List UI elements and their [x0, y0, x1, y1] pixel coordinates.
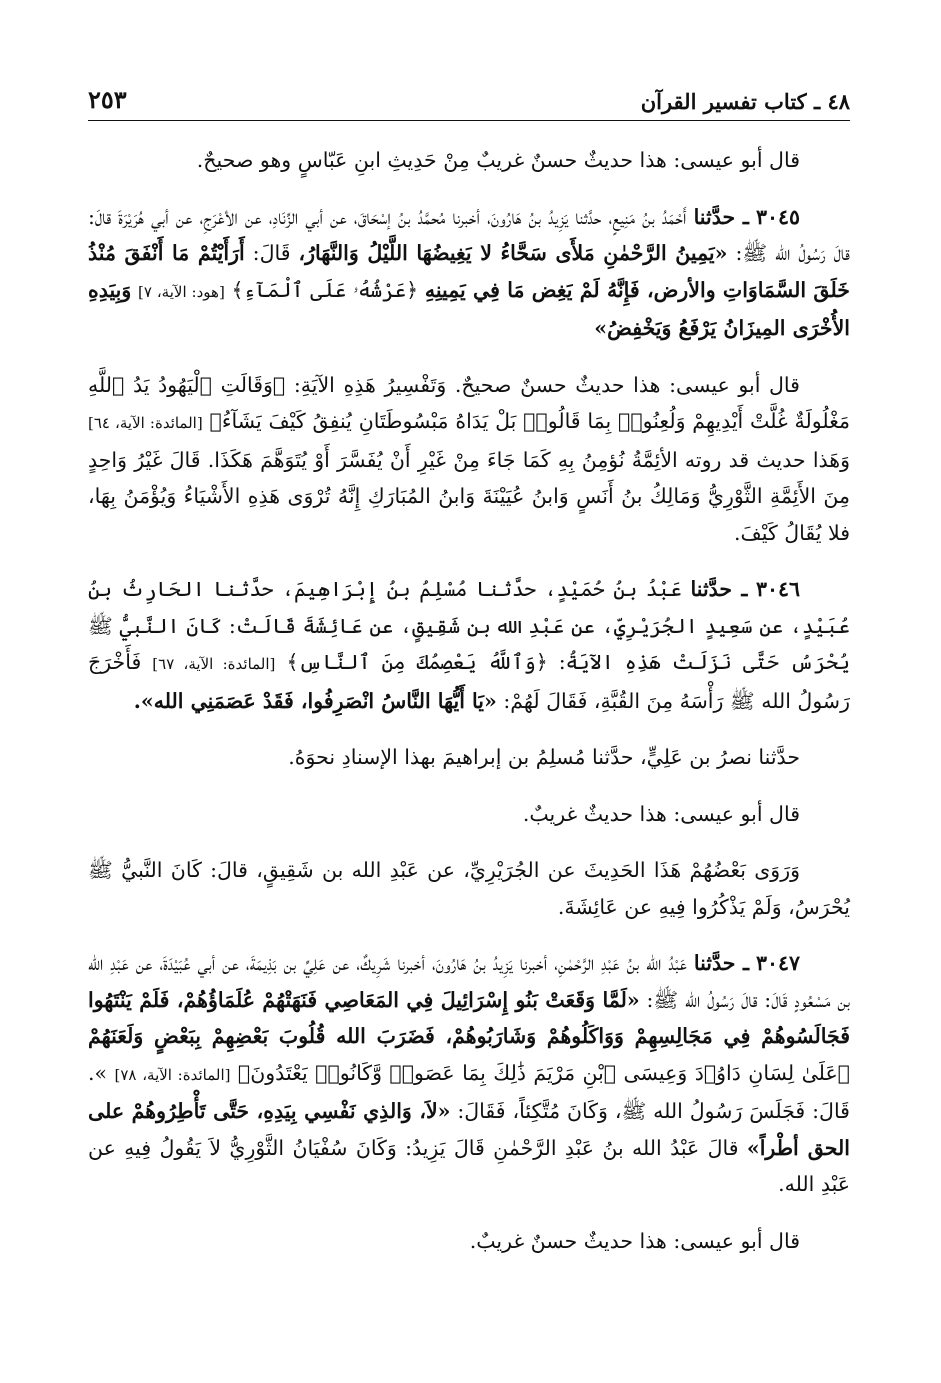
verse-reference: [المائدة: الآية، ٧٨] [114, 1065, 231, 1084]
variant-note: وَرَوَى بَعْضُهُمْ هَذَا الحَدِيثَ عن الجُرَيْرِيِّ، عن عَبْدِ الله بن شَقِيقٍ، قالَ: كَانَ النَّبيُّ ﷺ يُحْرَسُ، وَلَمْ يَذْكُرُوا فِيهِ عن عَائِشَةَ. [88, 858, 850, 919]
main-text [88, 142, 850, 1279]
narration: ». قَالَ: فَجَلَسَ رَسُولُ الله ﷺ، وَكَانَ مُتَّكِئاً، فَقَالَ: [88, 1060, 850, 1123]
commentary-paragraph [88, 367, 850, 552]
hadith-number: ٣٠٤٧ [755, 951, 800, 975]
page-header [88, 74, 850, 114]
alternate-chain: حدَّثنا نصرُ بن عَلِيٍّ، حدَّثنا مُسلِمُ بن إبراهيمَ بهذا الإسنادِ نحوَهُ. [288, 745, 800, 769]
grading-paragraph: قال أبو عيسى: هذا حديثٌ حسنٌ غريبٌ. [469, 1228, 800, 1253]
verse-reference: [هود: الآية، ٧] [137, 282, 225, 301]
verse-reference: [المائدة: الآية، ٦٤] [88, 414, 203, 432]
matn-2: «لاَ، وَالذِي نَفْسِي بِيَدِهِ، حَتَّى تَأْطِرُوهُمْ على الحق أطْراً» [88, 1099, 850, 1160]
matn-3: وَبِيَدِهِ الأُخْرَى المِيزَانُ يَرْفَعُ وَيَخْفِضُ» [88, 277, 850, 340]
quran-verse: ﴿عَرْشُهُۥ عَلَى ٱلْمَآءِ﴾ [231, 277, 419, 302]
hadith-number: ٣٠٤٦ [755, 577, 800, 601]
haddathana: ـ حدَّثنا [690, 577, 748, 601]
header-rule [88, 120, 850, 121]
isnad: عَبْدُ الله بنُ عَبْدِ الرَّحْمٰنِ، أخبرنا يَزِيدُ بنُ هَارُونَ، أخبرنا شَرِيكٌ، عن عَلِيِّ بن بَذِيمَةَ، عن أبي عُبَيْدَةَ، عن عَبْدِ الله بن مَسْعُودٍ قَالَ: قالَ رَسُولُ الله ﷺ: [88, 951, 850, 1012]
commentary-body: وَهَذا حديث قد روته الأئِمَّةُ نُؤمِنُ بِهِ كَمَا جَاءَ مِنْ غَيْرِ أَنْ يُفَسَّرَ أَوْ يُتَوَهَّمَ هَكَذَا. قَالَ غَيْرُ وَاحِدٍ مِنَ الأَئِمَّةِ الثَّوْرِيُّ وَمَالِكُ بنُ أَنَسٍ وَابنُ عُيَيْنَةَ وَابنُ المُبَارَكِ إِنَّهُ تُرْوَى هَذِهِ الأَشْيَاءُ وَيُؤْمَنُ بِهَا، فلا يُقَالُ كَيْفَ. [88, 447, 850, 545]
quran-verse: ﴿وَٱللَّهُ يَعْصِمُكَ مِنَ ٱلنَّاسِ﴾ [286, 650, 548, 674]
page-number: ٢٥٣ [88, 85, 127, 114]
hadith-number: ٣٠٤٥ [755, 204, 800, 229]
matn-1: «لَمَّا وَقَعَتْ بَنُو إِسْرَائِيلَ فِي المَعَاصِي فَنَهَتْهُمْ عُلَمَاؤُهُمْ، فَلَمْ يَنْتَهُوا فَجَالَسُوهُمْ فِي مَجَالِسِهِمْ وَوَاكَلُوهُمْ وَشَارَبُوهُمْ، فَضَرَبَ الله قُلُوبَ بَعْضِهِمْ بِبَعْضٍ وَلَعَنَهُمْ [88, 987, 850, 1048]
hadith-3045 [88, 199, 850, 347]
grading-paragraph: قال أبو عيسى: هذا حديثٌ غريبٌ. [522, 801, 800, 826]
closing-note: قالَ عَبْدُ الله بنُ عَبْدِ الرَّحْمٰنِ قَالَ يَزِيدُ: وَكَانَ سُفْيَانُ الثَّوْرِيُّ لاَ يَقُولُ فِيهِ عن عَبْدِ الله. [88, 1135, 850, 1196]
hadith-3046 [88, 571, 850, 719]
matn-1: «يَمِينُ الرَّحْمٰنِ مَلأَى سَحَّاءُ لا يَغِيضُهَا اللَّيْلُ وَالنَّهَارُ، [298, 241, 728, 265]
isnad: عَبْدُ بنُ حُمَيْدٍ، حدَّثنا مُسْلِمُ بنُ إِبْرَاهِيمَ، حدَّثنا الحَارِثُ بنُ عُبَيْدٍ، عن سَعِيدٍ الجُرَيْرِيِّ، عن عَبْدِ الله بن شَقِيقٍ، عن عَائِشَةَ قَالَتْ: كَانَ النَّبيُّ ﷺ يُحْرَسُ حَتَّى نَزَلَتْ هَذِهِ الآيَةُ: [88, 577, 850, 674]
hadith-3047 [88, 945, 850, 1203]
narration: فَأَخْرَجَ رَسُولُ الله ﷺ رَأْسَهُ مِنَ القُبَّةِ، فَقَالَ لَهُمْ: [88, 650, 850, 713]
qala: قَالَ: [252, 241, 291, 265]
chapter-title: ٤٨ ـ كتاب تفسير القرآن [640, 89, 850, 114]
matn-2: أَرَأَيْتُمْ مَا أَنْفَقَ مُنْذُ خَلَقَ السَّمَاوَاتِ والأرض، فَإِنَّهُ لَمْ يَغِض مَا فِي يَمِينِهِ [88, 241, 850, 302]
matn: «يَا أَيُّهَا النَّاسُ انْصَرِفُوا، فَقَدْ عَصَمَنِي الله». [133, 688, 497, 713]
quran-verse: ﴿وَقَالَتِ ٱلْيَهُودُ يَدُ ٱللَّهِ مَغْلُولَةٌ غُلَّتْ أَيْدِيهِمْ وَلُعِنُوا۟ بِمَا قَالُوا۟ بَلْ يَدَاهُ مَبْسُوطَتَانِ يُنفِقُ كَيْفَ يَشَآءُ﴾ [88, 372, 850, 433]
commentary-intro: قال أبو عيسى: هذا حديثٌ حسنٌ صحيحٌ. وَتَفْسِيرُ هَذِهِ الآيَةِ: [293, 372, 800, 397]
quran-verse: ﴿عَلَىٰ لِسَانِ دَاوُۥدَ وَعِيسَى ٱبْنِ مَرْيَمَ ذَٰلِكَ بِمَا عَصَوا۟ وَّكَانُوا۟ يَعْتَدُونَ﴾ [237, 1060, 850, 1085]
verse-reference: [المائدة: الآية، ٦٧] [152, 655, 276, 673]
haddathana: ـ حدَّثنا [693, 204, 749, 229]
haddathana: ـ حدَّثنا [693, 951, 749, 975]
isnad: أَحْمَدُ بنُ مَنِيعٍ، حدَّثنا يَزِيدُ بنُ هَارُونَ، أخبرنا مُحمَّدُ بنُ إسْحَاقَ، عن أبي الزِّنَادِ، عن الأعْرَجِ، عن أبي هُرَيْرَةَ قالَ: قالَ رَسُولُ الله ﷺ: [88, 204, 850, 265]
grading-paragraph: قال أبو عيسى: هذا حديثٌ حسنٌ غريبٌ مِنْ حَدِيثِ ابنِ عَبّاسٍ وهو صحيحٌ. [196, 148, 800, 172]
